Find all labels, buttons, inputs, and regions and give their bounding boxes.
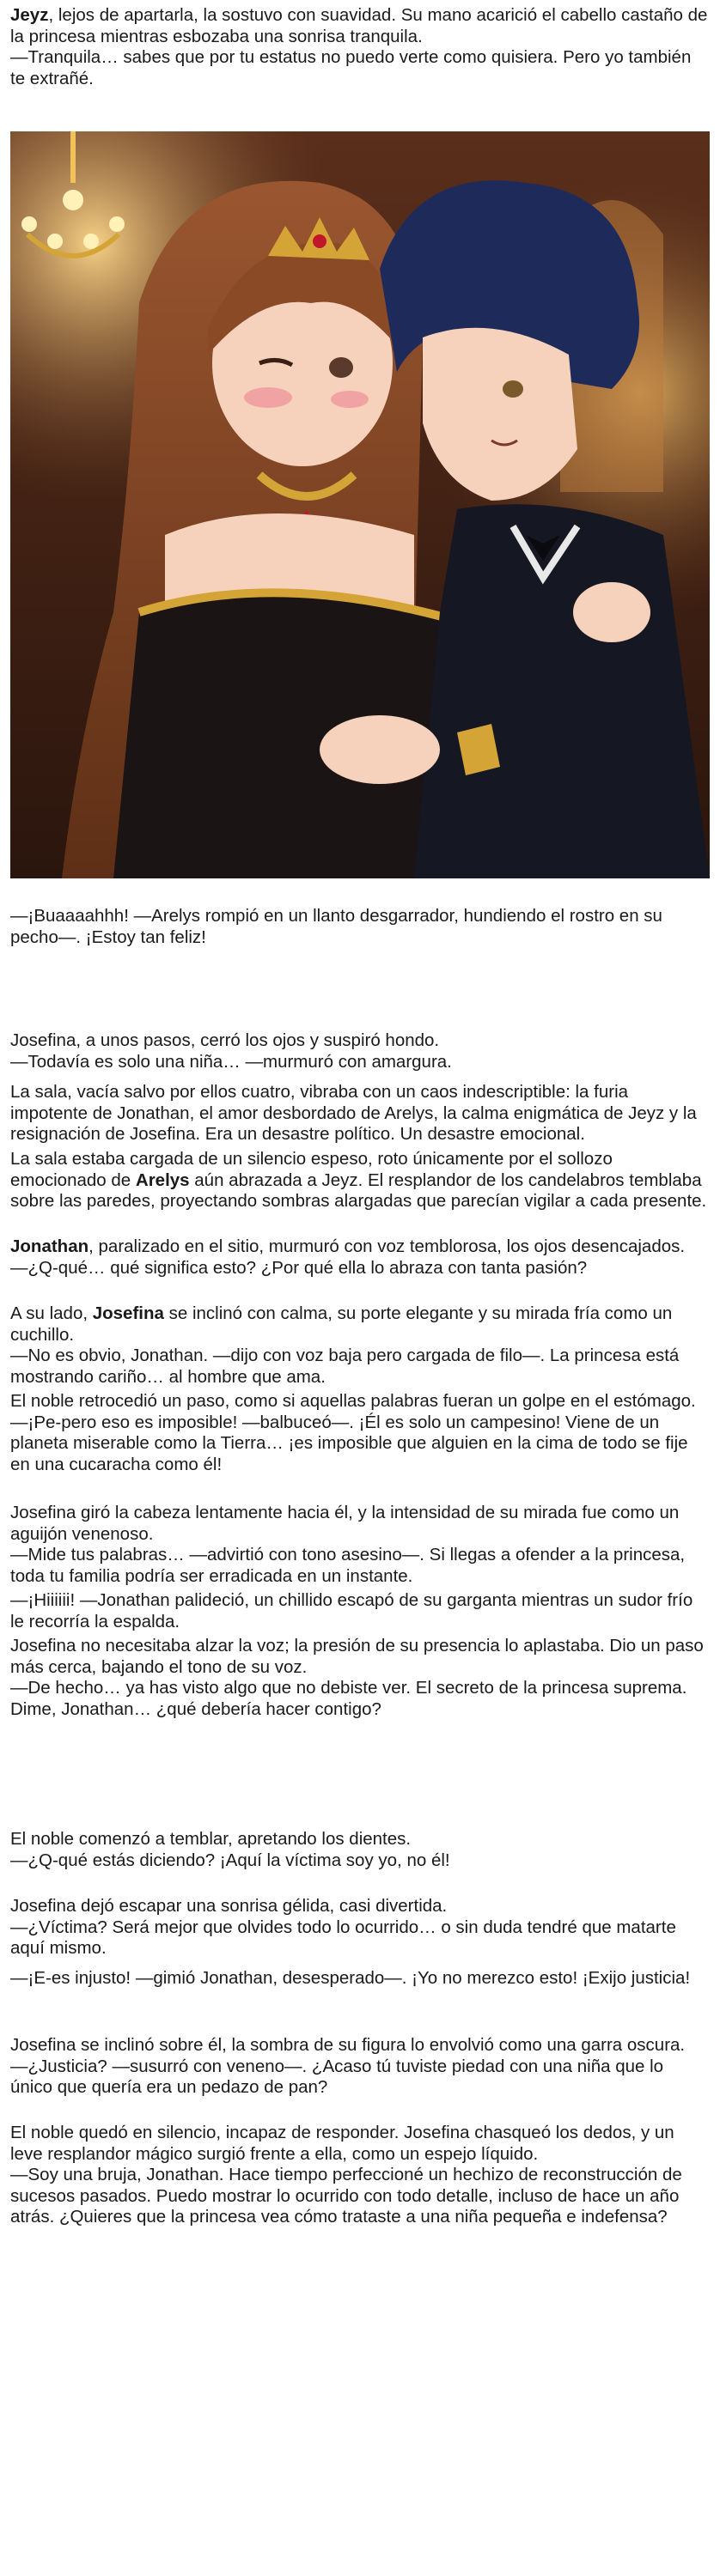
paragraph-witch-spell — [10, 2123, 710, 2228]
dialogue: —Mide tus palabras… —advirtió con tono asesino—. Si llegas a ofender a la princesa, toda tu familia podría ser erradicada en un instante. — [10, 1545, 686, 1586]
narration: Josefina dejó escapar una sonrisa gélida, casi divertida. — [10, 1896, 448, 1916]
intro-line-1 — [10, 5, 710, 47]
dialogue: —De hecho… ya has visto algo que no debiste ver. El secreto de la princesa suprema. Dime, Jonathan… ¿qué debería hacer contigo? — [10, 1678, 687, 1719]
paragraph-josefina-pressure — [10, 1636, 710, 1720]
intro-text: , lejos de apartarla, la sostuvo con suavidad. Su mano acarició el cabello castaño de la princesa mientras esbozaba una sonrisa tranquila. — [10, 5, 708, 46]
narration: El noble retrocedió un paso, como si aquellas palabras fueran un golpe en el estómago. — [10, 1391, 696, 1411]
paragraph-josefina-justice — [10, 2035, 710, 2099]
paragraph-josefina-explains — [10, 1303, 710, 1388]
dialogue: —¿Q-qué… qué significa esto? ¿Por qué ella lo abraza con tanta pasión? — [10, 1257, 588, 1278]
character-name: Jonathan — [10, 1236, 89, 1256]
narration: El noble comenzó a temblar, apretando los dientes. — [10, 1829, 412, 1849]
dialogue: —¡E-es injusto! —gimió Jonathan, desesperado—. ¡Yo no merezco esto! ¡Exijo justicia! — [10, 1968, 691, 1988]
dialogue: —¡Pe-pero eso es imposible! —balbuceó—. ¡Él es solo un campesino! Viene de un planeta miserable como la Tierra… ¡es imposible que alguien en la cima de todo se fije en una cucaracha como él! — [10, 1412, 688, 1474]
narration-line — [10, 1303, 710, 1346]
paragraph-noble-trembling — [10, 1829, 710, 1871]
black-suit — [414, 504, 710, 878]
cry-dialogue: —¡Buaaaahhh! —Arelys rompió en un llanto desgarrador, hundiendo el rostro en su pecho—. ¡Estoy tan feliz! — [10, 906, 662, 947]
narration: La sala estaba cargada de un silencio espeso, roto únicamente por el sollozo emocionado de — [10, 1149, 613, 1190]
paragraph-jonathan-protest — [10, 1968, 710, 1990]
narration: Josefina giró la cabeza lentamente hacia él, y la intensidad de su mirada fue como un aguijón venenoso. — [10, 1503, 680, 1544]
character-name: Jeyz — [10, 5, 49, 25]
character-name: Arelys — [135, 1170, 190, 1190]
paragraph-jonathan-scream — [10, 1590, 710, 1632]
narration: A su lado, — [10, 1303, 93, 1323]
narration: Josefina se inclinó sobre él, la sombra de su figura lo envolvió como una garra oscura. — [10, 2035, 686, 2055]
anime-couple-embrace-illustration — [10, 131, 710, 878]
narration: aún abrazada a Jeyz. El resplandor de los candelabros temblaba sobre las paredes, proyectando sombras alargadas que parecían vigilar a cada presente. — [10, 1170, 707, 1211]
paragraph-josefina-warning — [10, 1503, 710, 1587]
narration: Josefina no necesitaba alzar la voz; la presión de su presencia lo aplastaba. Dio un paso más cerca, bajando el tono de su voz. — [10, 1636, 704, 1677]
dialogue: —¡Hiiiiii! —Jonathan palideció, un chillido escapó de su garganta mientras un sudor frío le recorría la espalda. — [10, 1590, 693, 1631]
paragraph-room-chaos — [10, 1082, 710, 1145]
dialogue: —¿Justicia? —susurró con veneno—. ¿Acaso tú tuviste piedad con una niña que lo único que quería era un pedazo de pan? — [10, 2056, 664, 2097]
illustration-canvas — [10, 131, 710, 878]
character-name: Josefina — [92, 1303, 164, 1323]
paragraph-room-silence — [10, 1149, 710, 1212]
narration: , paralizado en el sitio, murmuró con voz temblorosa, los ojos desencajados. — [88, 1236, 686, 1256]
dialogue: —¿Q-qué estás diciendo? ¡Aquí la víctima soy yo, no él! — [10, 1850, 450, 1870]
paragraph-josefina-sigh — [10, 1030, 710, 1072]
intro-dialogue: —Tranquila… sabes que por tu estatus no puedo verte como quisiera. Pero yo también te extrañé. — [10, 47, 692, 88]
dialogue: —No es obvio, Jonathan. —dijo con voz baja pero cargada de filo—. La princesa está mostrando cariño… al hombre que ama. — [10, 1346, 680, 1387]
dialogue: —Soy una bruja, Jonathan. Hace tiempo perfeccioné un hechizo de reconstrucción de sucesos pasados. Puedo mostrar lo ocurrido con todo detalle, incluso de hace un año atrás. ¿Quieres que la princesa vea cómo trataste a una niña pequeña e indefensa? — [10, 2165, 682, 2227]
dialogue: —Todavía es solo una niña… —murmuró con amargura. — [10, 1051, 452, 1072]
narration: El noble quedó en silencio, incapaz de responder. Josefina chasqueó los dedos, y un leve resplandor mágico surgió frente a ella, como un espejo líquido. — [10, 2123, 674, 2164]
narration-line — [10, 1236, 710, 1258]
paragraph-jonathan-shock — [10, 1236, 710, 1279]
narration: Josefina, a unos pasos, cerró los ojos y suspiró hondo. — [10, 1030, 440, 1050]
paragraph-intro — [10, 5, 710, 89]
narration: se inclinó con calma, su porte elegante y su mirada fría como un cuchillo. — [10, 1303, 673, 1345]
paragraph-noble-denial — [10, 1391, 710, 1475]
dialogue: —¿Víctima? Será mejor que olvides todo lo ocurrido… o sin duda tendré que matarte aquí mismo. — [10, 1917, 676, 1958]
paragraph-josefina-threat — [10, 1896, 710, 1959]
narration: La sala, vacía salvo por ellos cuatro, vibraba con un caos indescriptible: la furia impotente de Jonathan, el amor desbordado de Arelys, la calma enigmática de Jeyz y la resignación de Josefina. Era un desastre político. Un desastre emocional. — [10, 1082, 697, 1144]
embracing-hand — [320, 715, 440, 784]
paragraph-cry — [10, 906, 710, 948]
